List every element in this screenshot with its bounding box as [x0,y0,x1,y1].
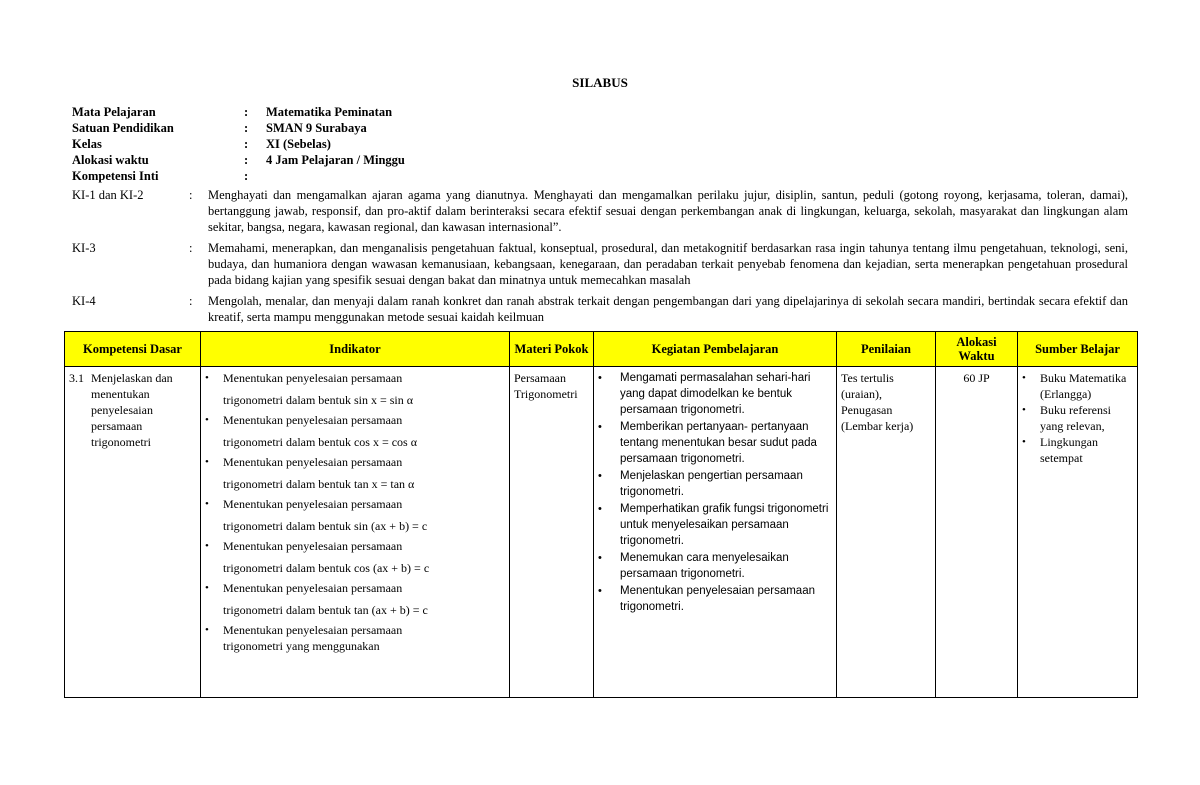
header-alokasi-waktu: Alokasi Waktu [936,332,1018,367]
bullet-icon: • [598,421,602,433]
list-item: • Menjelaskan pengertian persamaan trigonometri. [598,470,803,498]
meta-value: Matematika Peminatan [266,105,393,119]
bullet-icon: • [205,414,209,426]
list-item: • Menentukan penyelesaian persamaan trigonometri. [598,585,815,613]
list-item: • Menentukan penyelesaian persamaan trigonometri dalam bentuk sin (ax + b) = c [205,497,428,533]
bullet-icon: • [1022,404,1026,416]
ki-colon: : [189,241,193,255]
meta-label: Kompetensi Inti [72,169,159,183]
meta-row [72,104,405,120]
cell-sumber-belajar [1018,367,1138,698]
cell-alokasi-waktu [936,367,1018,698]
header-penilaian: Penilaian [837,332,936,367]
kompetensi-inti-block [72,187,1128,330]
list-item: • Menentukan penyelesaian persamaan trigonometri dalam bentuk tan (ax + b) = c [205,581,428,617]
header-materi-pokok: Materi Pokok [510,332,594,367]
materi-text: Persamaan Trigonometri [514,371,578,401]
meta-label: Alokasi waktu [72,153,149,167]
meta-row [72,136,405,152]
list-item: • Menentukan penyelesaian persamaan trigonometri dalam bentuk cos x = cos α [205,413,418,449]
ki-text: Memahami, menerapkan, dan menganalisis pengetahuan faktual, konseptual, prosedural, dan metakognitif berdasarkan rasa ingin tahunya tentang ilmu pengetahuan, teknologi, seni, budaya, dan humaniora dengan wawasan kemanusiaan, kebangsaan, kenegaraan, dan peradaban terkait penyebab fenomena dan kejadian, serta menerapkan pengetahuan prosedural pada bidang kajian yang spesifik sesuai dengan bakat dan minatnya untuk memecahkan masalah [208,241,1128,287]
ki-text: Menghayati dan mengamalkan ajaran agama yang dianutnya. Menghayati dan mengamalkan perilaku jujur, disiplin, santun, peduli (gotong royong, kerjasama, toleran, damai), bertanggung jawab, responsif, dan pro-aktif dalam berinteraksi secara efektif sesuai dengan perkembangan anak di lingkungan, keluarga, sekolah, masyarakat dan lingkungan alam sekitar, bangsa, negara, kawasan regional, dan kawasan internasional”. [208,188,1128,234]
meta-row [72,152,405,168]
kd-number: 3.1 [69,371,84,385]
ki-colon: : [189,188,193,202]
header-kegiatan-pembelajaran: Kegiatan Pembelajaran [594,332,837,367]
bullet-icon: • [598,372,602,384]
meta-row [72,168,405,184]
ki-text: Mengolah, menalar, dan menyaji dalam ranah konkret dan ranah abstrak terkait dengan pengembangan dari yang dipelajarinya di sekolah secara mandiri, bertindak secara efektif dan kreatif, serta mampu menggunakan metode sesuai kaidah keilmuan [208,294,1128,324]
cell-indikator [201,367,510,698]
bullet-icon: • [1022,436,1026,448]
list-item: • Lingkungan setempat [1022,435,1098,465]
cell-materi-pokok [510,367,594,698]
bullet-icon: • [598,585,602,597]
meta-label: Mata Pelajaran [72,105,156,119]
meta-label: Kelas [72,137,102,151]
bullet-icon: • [205,456,209,468]
bullet-icon: • [205,540,209,552]
meta-value: SMAN 9 Surabaya [266,121,367,135]
meta-colon: : [244,137,249,151]
meta-colon: : [244,169,249,183]
bullet-icon: • [598,552,602,564]
bullet-icon: • [205,372,209,384]
list-item: • Buku referensi yang relevan, [1022,403,1111,433]
list-item: • Menemukan cara menyelesaikan persamaan trigonometri. [598,552,789,580]
header-indikator: Indikator [201,332,510,367]
cell-penilaian [837,367,936,698]
bullet-icon: • [598,503,602,515]
meta-colon: : [244,153,249,167]
ki-label: KI-3 [72,241,96,255]
list-item: • Memberikan pertanyaan- pertanyaan tentang menentukan besar sudut pada persamaan trigonometri. [598,421,817,465]
table-row [65,367,1138,698]
list-item: • Menentukan penyelesaian persamaan trigonometri yang menggunakan [205,623,403,653]
document-title: SILABUS [572,75,628,90]
list-item: • Buku Matematika (Erlangga) [1022,371,1127,401]
ki-colon: : [189,294,193,308]
list-item: • Menentukan penyelesaian persamaan trigonometri dalam bentuk tan x = tan α [205,455,415,491]
bullet-icon: • [1022,372,1026,384]
list-item: • Menentukan penyelesaian persamaan trigonometri dalam bentuk sin x = sin α [205,371,414,407]
ki-label: KI-1 dan KI-2 [72,188,144,202]
bullet-icon: • [205,582,209,594]
meta-colon: : [244,105,249,119]
alokasi-text: 60 JP [963,371,990,385]
meta-value: XI (Sebelas) [266,137,331,151]
meta-label: Satuan Pendidikan [72,121,174,135]
ki-row [72,240,1128,288]
header-kompetensi-dasar: Kompetensi Dasar [65,332,201,367]
ki-row [72,187,1128,235]
list-item: • Menentukan penyelesaian persamaan trigonometri dalam bentuk cos (ax + b) = c [205,539,430,575]
list-item: • Mengamati permasalahan sehari-hari yang dapat dimodelkan ke bentuk persamaan trigonometri. [598,372,811,416]
cell-kegiatan [594,367,837,698]
cell-kompetensi-dasar [65,367,201,698]
bullet-icon: • [205,624,209,636]
meta-colon: : [244,121,249,135]
ki-row [72,293,1128,325]
meta-row [72,120,405,136]
meta-block [72,104,405,184]
header-sumber-belajar: Sumber Belajar [1018,332,1138,367]
meta-value: 4 Jam Pelajaran / Minggu [266,153,405,167]
ki-label: KI-4 [72,294,96,308]
list-item: • Memperhatikan grafik fungsi trigonometri untuk menyelesaikan persamaan trigonometri. [598,503,829,547]
table-header-row [65,332,1138,367]
penilaian-text: Tes tertulis (uraian), Penugasan (Lembar kerja) [841,371,914,433]
bullet-icon: • [598,470,602,482]
kd-text: Menjelaskan dan menentukan penyelesaian persamaan trigonometri [91,371,173,449]
syllabus-table [64,331,1138,698]
bullet-icon: • [205,498,209,510]
